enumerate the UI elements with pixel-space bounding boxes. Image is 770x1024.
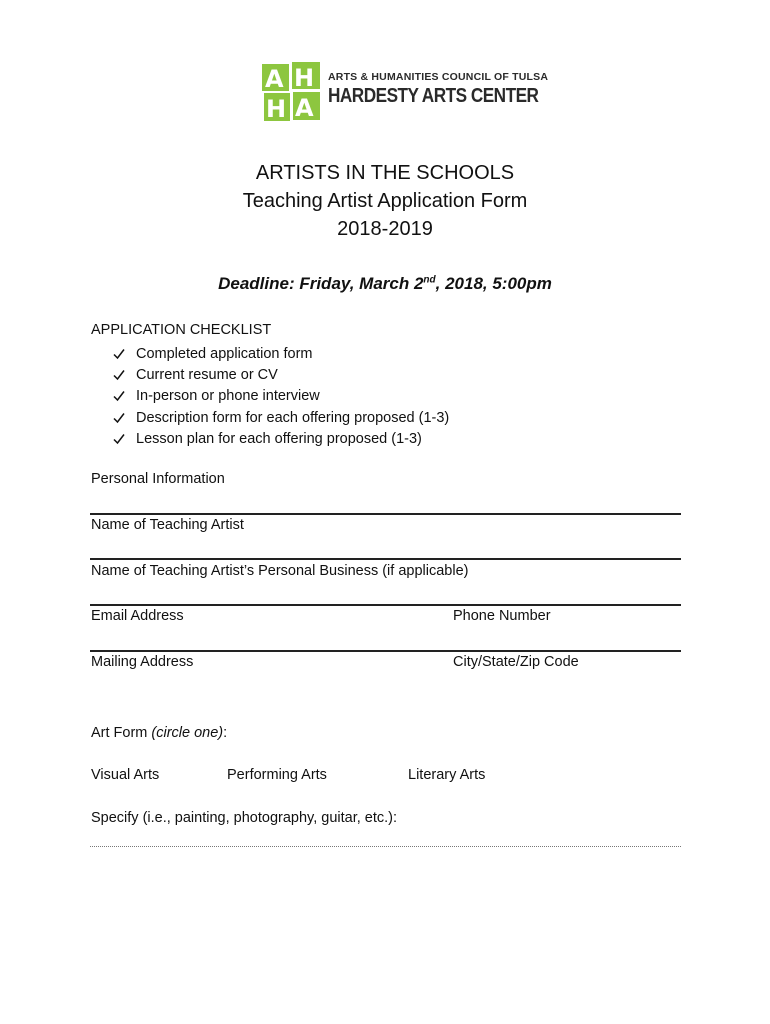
art-form-option-literary[interactable]: Literary Arts — [408, 767, 486, 783]
checkmark-icon — [112, 432, 126, 446]
personal-info-heading: Personal Information — [91, 471, 225, 487]
checkmark-icon — [112, 368, 126, 382]
checkmark-icon — [112, 411, 126, 425]
list-item: Description form for each offering proposed (1-3) — [112, 407, 449, 428]
deadline: Deadline: Friday, March 2nd, 2018, 5:00pm — [218, 274, 552, 293]
phone-field-label: Phone Number — [453, 608, 551, 624]
checklist-heading: APPLICATION CHECKLIST — [91, 322, 272, 338]
list-item: Completed application form — [112, 343, 449, 364]
svg-text:H: H — [266, 95, 287, 122]
address-field-line[interactable] — [90, 650, 681, 652]
form-title: Teaching Artist Application Form — [242, 190, 528, 212]
list-item: Lesson plan for each offering proposed (1-3) — [112, 428, 449, 449]
application-checklist — [112, 343, 449, 449]
svg-text:A: A — [295, 94, 314, 122]
business-field-line[interactable] — [90, 558, 681, 560]
list-item: Current resume or CV — [112, 364, 449, 385]
email-field-label: Email Address — [91, 608, 184, 624]
art-form-label: Art Form (circle one): — [91, 725, 228, 741]
name-field-label: Name of Teaching Artist — [91, 517, 244, 533]
logo-center-name: HARDESTY ARTS CENTER — [328, 85, 539, 107]
business-field-label: Name of Teaching Artist’s Personal Business (if applicable) — [91, 563, 469, 579]
svg-text:H: H — [294, 64, 315, 92]
specify-label: Specify (i.e., painting, photography, guitar, etc.): — [91, 810, 398, 826]
form-year: 2018-2019 — [337, 218, 433, 240]
art-form-option-visual[interactable]: Visual Arts — [91, 767, 160, 783]
checkmark-icon — [112, 389, 126, 403]
checkmark-icon — [112, 347, 126, 361]
svg-text:A: A — [265, 65, 284, 93]
ahha-logo-mark — [262, 62, 322, 122]
name-field-line[interactable] — [90, 513, 681, 515]
email-phone-field-line[interactable] — [90, 604, 681, 606]
mailing-address-label: Mailing Address — [91, 654, 194, 670]
specify-field-line[interactable] — [90, 846, 681, 847]
art-form-option-performing[interactable]: Performing Arts — [227, 767, 327, 783]
list-item: In-person or phone interview — [112, 386, 449, 407]
logo-org-name: ARTS & HUMANITIES COUNCIL OF TULSA — [328, 71, 549, 83]
city-state-zip-label: City/State/Zip Code — [453, 654, 579, 670]
document-title: ARTISTS IN THE SCHOOLS — [255, 162, 515, 184]
